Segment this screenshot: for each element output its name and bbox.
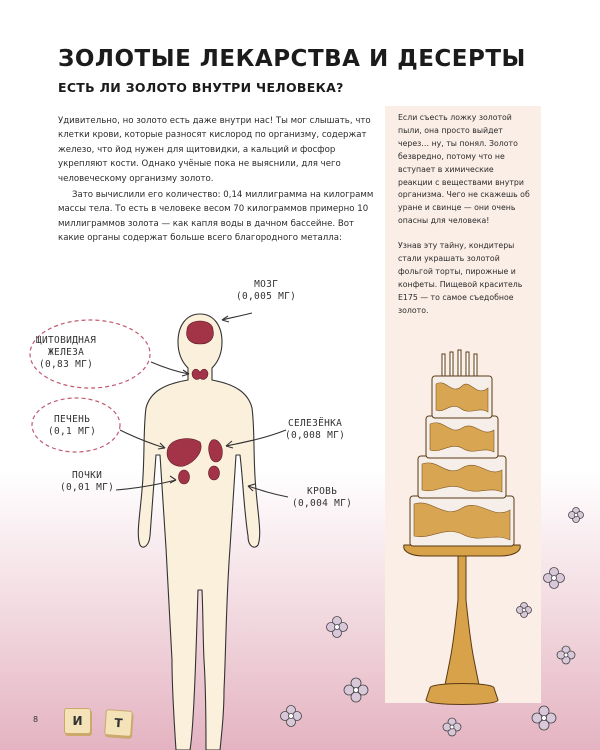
spleen-label	[285, 418, 345, 442]
page-subtitle: ЕСТЬ ЛИ ЗОЛОТО ВНУТРИ ЧЕЛОВЕКА?	[58, 80, 344, 95]
flower-icon	[569, 508, 584, 523]
kidney-left	[179, 470, 190, 484]
sidebar-paragraph-2: Узнав эту тайну, кондитеры стали украшать золотой фольгой торты, пирожные и конфеты. Пищевой краситель E175 — то самое съедобное золото.	[398, 241, 523, 315]
flower-icon	[557, 646, 575, 664]
kidney-right	[209, 466, 220, 480]
body-paragraph-2: Зато вычислили его количество: 0,14 миллиграмма на килограмм массы тела. То есть в человеке весом 70 килограммов примерно 10 миллиграммов золота — как капля воды в дачном бассейне. Вот какие органы содержат больше всего благородного металла:	[58, 190, 374, 244]
flower-icon	[281, 706, 302, 727]
human-body	[138, 314, 259, 750]
spleen-label-name: СЕЛЕЗЁНКА	[288, 418, 343, 429]
kidneys-label-amount: (0,01 МГ)	[60, 482, 115, 493]
flower-icon	[544, 568, 565, 589]
sidebar-paragraph-1: Если съесть ложку золотой пыли, она просто выйдет через… ну, ты понял. Золото безвредно, потому что не вступает в химические реакции с веществами внутри организма. Чего не скажешь об уране и свинце — они очень опасны для человека!	[398, 113, 530, 226]
letter-tile: И	[64, 708, 91, 734]
thyroid-label	[36, 335, 96, 371]
brain-label-name: МОЗГ	[254, 279, 279, 290]
blood-label	[292, 486, 352, 510]
thyroid-label-amount: (0,83 МГ)	[39, 359, 94, 370]
page-number: 8	[33, 715, 39, 724]
body-paragraph-1: Удивительно, но золото есть даже внутри нас! Ты мог слышать, что клетки крови, которые разносят кислород по организму, содержат железо, что йод нужен для щитовидки, а кальций и фосфор укрепляют кости. Однако учёные пока не выяснили, для чего человеческому организму золото.	[58, 116, 371, 184]
brain-label	[236, 279, 296, 303]
brain-label-amount: (0,005 МГ)	[236, 291, 297, 302]
flower-icon	[517, 603, 532, 618]
flower-icon	[344, 678, 368, 702]
flower-icon	[532, 706, 556, 730]
kidneys-label	[60, 470, 114, 494]
liver-label	[48, 414, 96, 438]
page-title: ЗОЛОТЫЕ ЛЕКАРСТВА И ДЕСЕРТЫ	[58, 46, 526, 72]
spleen-label-amount: (0,008 МГ)	[285, 430, 346, 441]
flower-icon	[443, 718, 461, 736]
blood-label-amount: (0,004 МГ)	[292, 498, 353, 509]
kidneys-label-name: ПОЧКИ	[72, 470, 103, 481]
flower-icon	[327, 617, 348, 638]
letter-tile: Т	[104, 709, 133, 737]
thyroid-label-name: ЩИТОВИДНАЯ	[36, 335, 97, 346]
liver-label-name: ПЕЧЕНЬ	[54, 414, 91, 425]
cake-stand	[404, 545, 521, 556]
liver-label-amount: (0,1 МГ)	[48, 426, 97, 437]
body-silhouette	[138, 314, 259, 750]
arrow-icon	[151, 362, 189, 374]
blood-label-name: КРОВЬ	[307, 486, 338, 497]
brain-organ	[187, 321, 214, 344]
thyroid-label-name2: ЖЕЛЕЗА	[48, 347, 85, 358]
candles	[442, 350, 477, 376]
cake-illustration	[404, 350, 521, 705]
